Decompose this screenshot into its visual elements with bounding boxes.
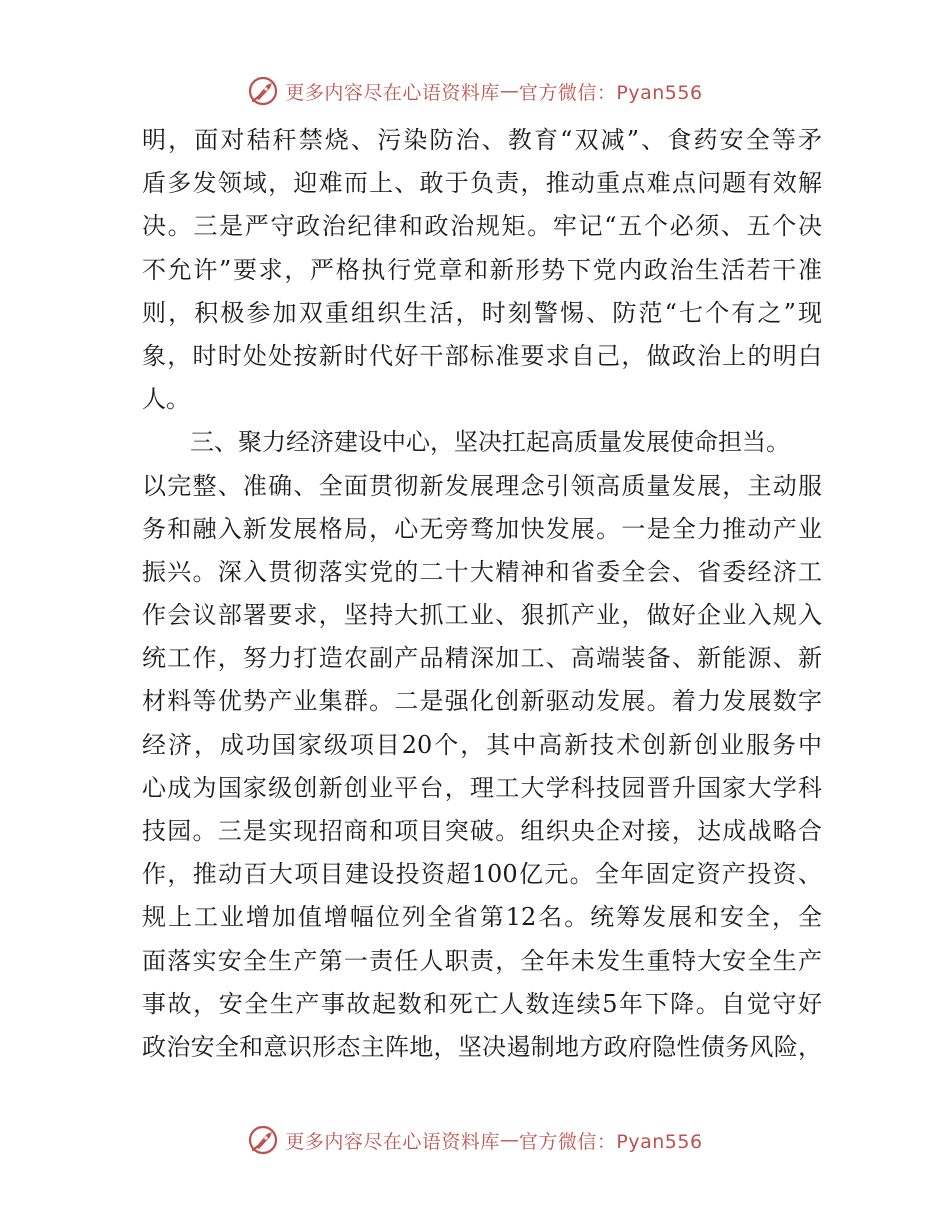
- text-line: 务和融入新发展格局，心无旁骛加快发展。一是全力推动产业: [142, 514, 822, 543]
- text-line: 以完整、准确、全面贯彻新发展理念引领高质量发展，主动服: [142, 471, 822, 500]
- text-line: 材料等优势产业集群。二是强化创新驱动发展。着力发展数字: [142, 687, 822, 716]
- text-line: 政治安全和意识形态主阵地，坚决遏制地方政府隐性债务风险，: [142, 1032, 822, 1061]
- text-line: 作会议部署要求，坚持大抓工业、狠抓产业，做好企业入规入: [142, 601, 822, 630]
- document-body: [142, 119, 822, 1069]
- text-line: 面落实安全生产第一责任人职责，全年未发生重特大安全生产: [142, 946, 822, 975]
- text-line: 振兴。深入贯彻落实党的二十大精神和省委全会、省委经济工: [142, 557, 822, 586]
- text-line: 则，积极参加双重组织生活，时刻警惕、防范“七个有之”现: [142, 298, 822, 327]
- text-line: 心成为国家级创新创业平台，理工大学科技园晋升国家大学科: [142, 773, 822, 802]
- banner-separator: —: [499, 1129, 519, 1151]
- banner-separator: —: [499, 80, 519, 102]
- paragraph-2: [142, 421, 822, 1069]
- text-line: 决。三是严守政治纪律和政治规矩。牢记“五个必须、五个决: [142, 212, 822, 241]
- text-line: 事故，安全生产事故起数和死亡人数连续5年下降。自觉守好: [142, 989, 822, 1018]
- text-line: 不允许”要求，严格执行党章和新形势下党内政治生活若干准: [142, 255, 822, 284]
- banner-wechat: 官方微信：Pyan556: [518, 1130, 703, 1153]
- text-line: 作，推动百大项目建设投资超100亿元。全年固定资产投资、: [142, 860, 822, 889]
- text-line: 规上工业增加值增幅位列全省第12名。统筹发展和安全，全: [142, 903, 822, 932]
- banner-text: 更多内容尽在心语资料库: [285, 1130, 500, 1153]
- text-line: 经济，成功国家级项目20个，其中高新技术创新创业服务中: [142, 730, 822, 759]
- paragraph-1: [142, 119, 822, 421]
- text-line: 技园。三是实现招商和项目突破。组织央企对接，达成战略合: [142, 817, 822, 845]
- text-line: 象，时时处处按新时代好干部标准要求自己，做政治上的明白: [142, 341, 822, 370]
- text-line: 人。: [142, 385, 190, 414]
- text-line: 盾多发领域，迎难而上、敢于负责，推动重点难点问题有效解: [142, 169, 822, 198]
- banner-wechat: 官方微信：Pyan556: [518, 81, 703, 104]
- pen-nib-logo-icon: [247, 74, 281, 108]
- pen-nib-logo-icon: [247, 1123, 281, 1157]
- text-line: 明，面对秸秆禁烧、污染防治、教育“双减”、食药安全等矛: [142, 126, 822, 154]
- section-heading-line: 三、聚力经济建设中心，坚决扛起高质量发展使命担当。: [190, 428, 790, 457]
- header-watermark-banner: [0, 71, 950, 111]
- banner-text: 更多内容尽在心语资料库: [285, 81, 500, 104]
- footer-watermark-banner: [0, 1120, 950, 1160]
- text-line: 统工作，努力打造农副产品精深加工、高端装备、新能源、新: [142, 644, 822, 673]
